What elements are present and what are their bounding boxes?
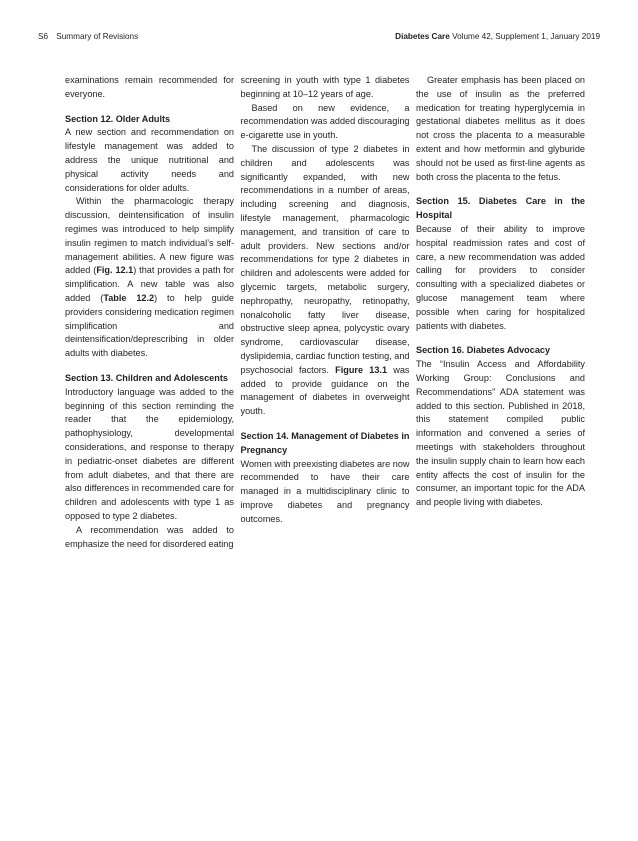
paragraph: Women with preexisting diabetes are now recommended to have their care managed in a multidisciplinary clinic to improve diabetes and pregnancy outcomes. [240,458,410,524]
section-heading-12: Section 12. Older Adults [65,113,171,124]
paragraph: A recommendation was added to emphasize the need for disordered eating [65,524,234,549]
paragraph: Because of their ability to improve hospital readmission rates and cost of care, a new recommendation was added calling for providers to consider consulting with a specialized diabetes or glucose management team where possible when caring for hospitalized patients with diabetes. [416,223,585,331]
paragraph: A new section and recommendation on lifestyle management was added to address the unique nutritional and physical activity needs and considerations for older adults. [65,127,234,193]
table-reference: Table 12.2 [103,292,155,303]
column-3 [416,74,585,551]
article-body [65,74,585,551]
section-heading-14: Section 14. Management of Diabetes in Pregnancy [240,430,410,455]
section-heading-13: Section 13. Children and Adolescents [65,372,228,383]
section-heading-16: Section 16. Diabetes Advocacy [416,345,551,356]
page-number: S6 [38,32,49,41]
text-run: The discussion of type 2 diabetes in children and adolescents was significantly expanded, with new recommendations in a number of areas, including screening and diagnosis, lifestyle management, pharmacologic management, and transition of care to adult providers. New sections and/or recommendations for type 2 diabetes in children and adolescents were added for glycemic targets, metabolic surgery, nephropathy, neuropathy, retinopathy, nonalcoholic fatty liver disease, obstructive sleep apnea, polycystic ovary syndrome, cardiovascular disease, dyslipidemia, cardiac function testing, and psychosocial factors. [240,143,410,375]
header-right [395,30,600,44]
running-header [0,30,638,44]
text-run: Within the pharmacologic therapy discussion, deintensification of insulin regimes was introduced to help simplify insulin regimen to match individual’s self-management abilities. A new figure was added ( [65,196,234,276]
text-run: ) to help guide providers considering medication regimen simplification and deintensification/deprescribing in older adults with diabetes. [65,292,235,359]
figure-reference: Figure 13.1 [335,364,388,375]
text-run: was added to provide guidance on the management of diabetes in overweight youth. [240,364,410,417]
journal-name: Diabetes Care [395,32,450,41]
paragraph: The “Insulin Access and Affordability Working Group: Conclusions and Recommendations” ADA statement was added to this section. Published in 2018, this statement compiled public information and convened a series of meetings with stakeholders throughout the insulin supply chain to learn how each entity affects the cost of insulin for the consumer, an important topic for the ADA and people living with diabetes. [416,359,585,508]
section-name: Summary of Revisions [56,32,139,41]
paragraph [65,195,234,361]
column-1 [65,74,234,551]
paragraph: examinations remain recommended for everyone. [65,75,234,99]
journal-issue: Volume 42, Supplement 1, January 2019 [452,32,600,41]
column-2 [241,74,410,551]
text-run: ) that provides a path for simplification. A new table was also added ( [65,265,234,303]
paragraph: Based on new evidence, a recommendation was added discouraging e-cigarette use in youth. [240,102,410,141]
paragraph: screening in youth with type 1 diabetes beginning at 10–12 years of age. [240,75,410,99]
paragraph [241,143,410,419]
figure-reference: Fig. 12.1 [96,265,134,276]
section-heading-15: Section 15. Diabetes Care in the Hospital [416,196,585,221]
paragraph: Introductory language was added to the beginning of this section reminding the reader that the epidemiology, pathophysiology, developmental considerations, and response to therapy in pediatric-onset diabetes are different from adult diabetes, and that there are also differences in recommended care for children and adolescents with type 1 as opposed to type 2 diabetes. [65,386,234,521]
header-left [38,30,138,44]
paragraph: Greater emphasis has been placed on the use of insulin as the preferred medication for treating hyperglycemia in gestational diabetes mellitus as it does not cross the placenta to a measurable extent and how metformin and glyburide should not be used as first-line agents as both cross the placenta to the fetus. [416,75,585,182]
